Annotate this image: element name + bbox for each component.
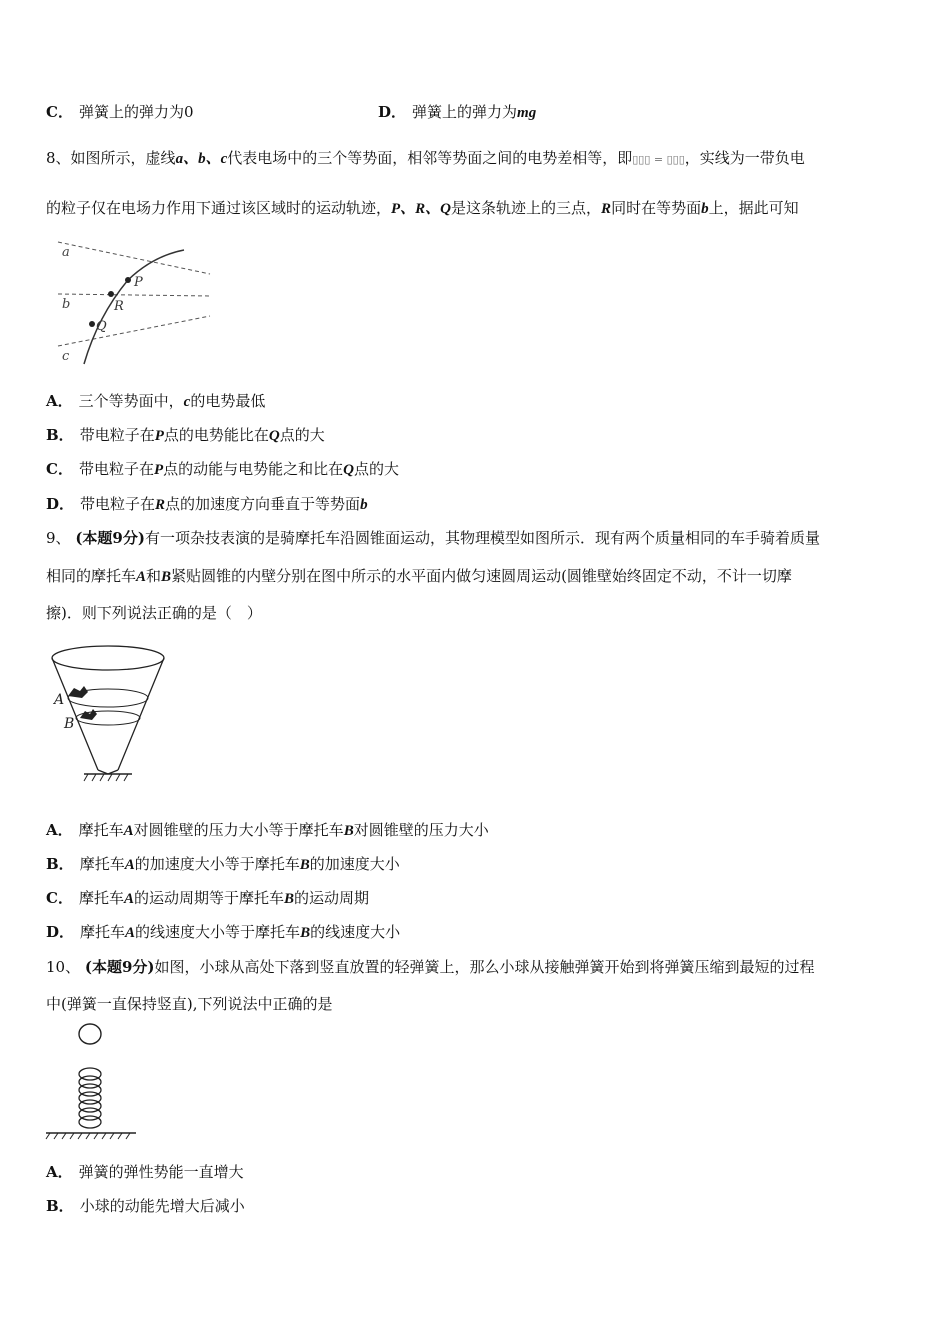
equipotential-c <box>58 316 210 346</box>
q10-stem-line2: 中(弹簧一直保持竖直),下列说法中正确的是 <box>46 995 333 1013</box>
q10-option-b: B． 小球的动能先增大后减小 <box>46 1197 245 1215</box>
q8-figure <box>48 236 218 371</box>
label-a: A <box>54 692 65 708</box>
q9-option-d: D． 摩托车A的线速度大小等于摩托车B的线速度大小 <box>46 923 401 941</box>
q8-option-b: B． 带电粒子在P点的电势能比在Q点的大 <box>46 426 325 444</box>
label-r: R <box>114 299 124 314</box>
equipotential-a <box>58 242 210 274</box>
q9-option-c: C． 摩托车A的运动周期等于摩托车B的运动周期 <box>46 889 370 907</box>
q10-spring-figure <box>44 1022 144 1142</box>
q9-stem-line3: 擦)．则下列说法正确的是（ ） <box>46 604 262 622</box>
q9-cone-figure <box>46 638 176 783</box>
q9-stem-line1: 9、 (本题9分)有一项杂技表演的是骑摩托车沿圆锥面运动，其物理模型如图所示．现有两个质量相同的车手骑着质量 <box>46 529 820 547</box>
point-p <box>125 277 131 283</box>
q8-option-d: D． 带电粒子在R点的加速度方向垂直于等势面b <box>46 495 368 513</box>
equipotential-b <box>58 294 210 296</box>
cone-wall-right <box>118 658 164 770</box>
q8-option-a: A． 三个等势面中，c的电势最低 <box>46 392 266 410</box>
spring-icon <box>79 1068 101 1128</box>
potential-equation: ▯▯▯ = ▯▯▯ <box>632 153 685 166</box>
q7-option-c: C． 弹簧上的弹力为0 <box>46 103 194 121</box>
label-b: b <box>62 297 71 312</box>
q8-stem-line1: 8、如图所示，虚线a、b、c代表电场中的三个等势面，相邻等势面之间的电势差相等，即▯▯▯ = ▯▯▯，实线为一带负电 <box>46 149 805 167</box>
q7-option-d: D． 弹簧上的弹力为mg <box>378 103 537 121</box>
q8-option-c: C． 带电粒子在P点的动能与电势能之和比在Q点的大 <box>46 460 400 478</box>
label-q: Q <box>96 319 107 334</box>
particle-trajectory <box>84 250 184 364</box>
point-r <box>108 291 114 297</box>
motorcycle-a-icon <box>68 686 88 698</box>
point-q <box>89 321 95 327</box>
label-c: c <box>62 349 70 364</box>
q10-option-a: A． 弹簧的弹性势能一直增大 <box>46 1163 244 1181</box>
motorcycle-b-icon <box>80 709 97 720</box>
cone-rim <box>52 646 164 670</box>
label-a: a <box>62 245 70 260</box>
q9-option-a: A． 摩托车A对圆锥壁的压力大小等于摩托车B对圆锥壁的压力大小 <box>46 821 489 839</box>
q8-stem-line2: 的粒子仅在电场力作用下通过该区域时的运动轨迹，P、R、Q是这条轨迹上的三点，R同时在等势面b上，据此可知 <box>46 199 799 217</box>
q9-stem-line2: 相同的摩托车A和B紧贴圆锥的内壁分别在图中所示的水平面内做匀速圆周运动(圆锥壁始终固定不动，不计一切摩 <box>46 567 792 585</box>
q10-stem-line1: 10、 (本题9分)如图，小球从高处下落到竖直放置的轻弹簧上，那么小球从接触弹簧开始到将弹簧压缩到最短的过程 <box>46 958 815 976</box>
label-p: P <box>134 275 143 290</box>
ball-icon <box>79 1024 101 1044</box>
q9-option-b: B． 摩托车A的加速度大小等于摩托车B的加速度大小 <box>46 855 400 873</box>
label-b: B <box>64 716 75 732</box>
